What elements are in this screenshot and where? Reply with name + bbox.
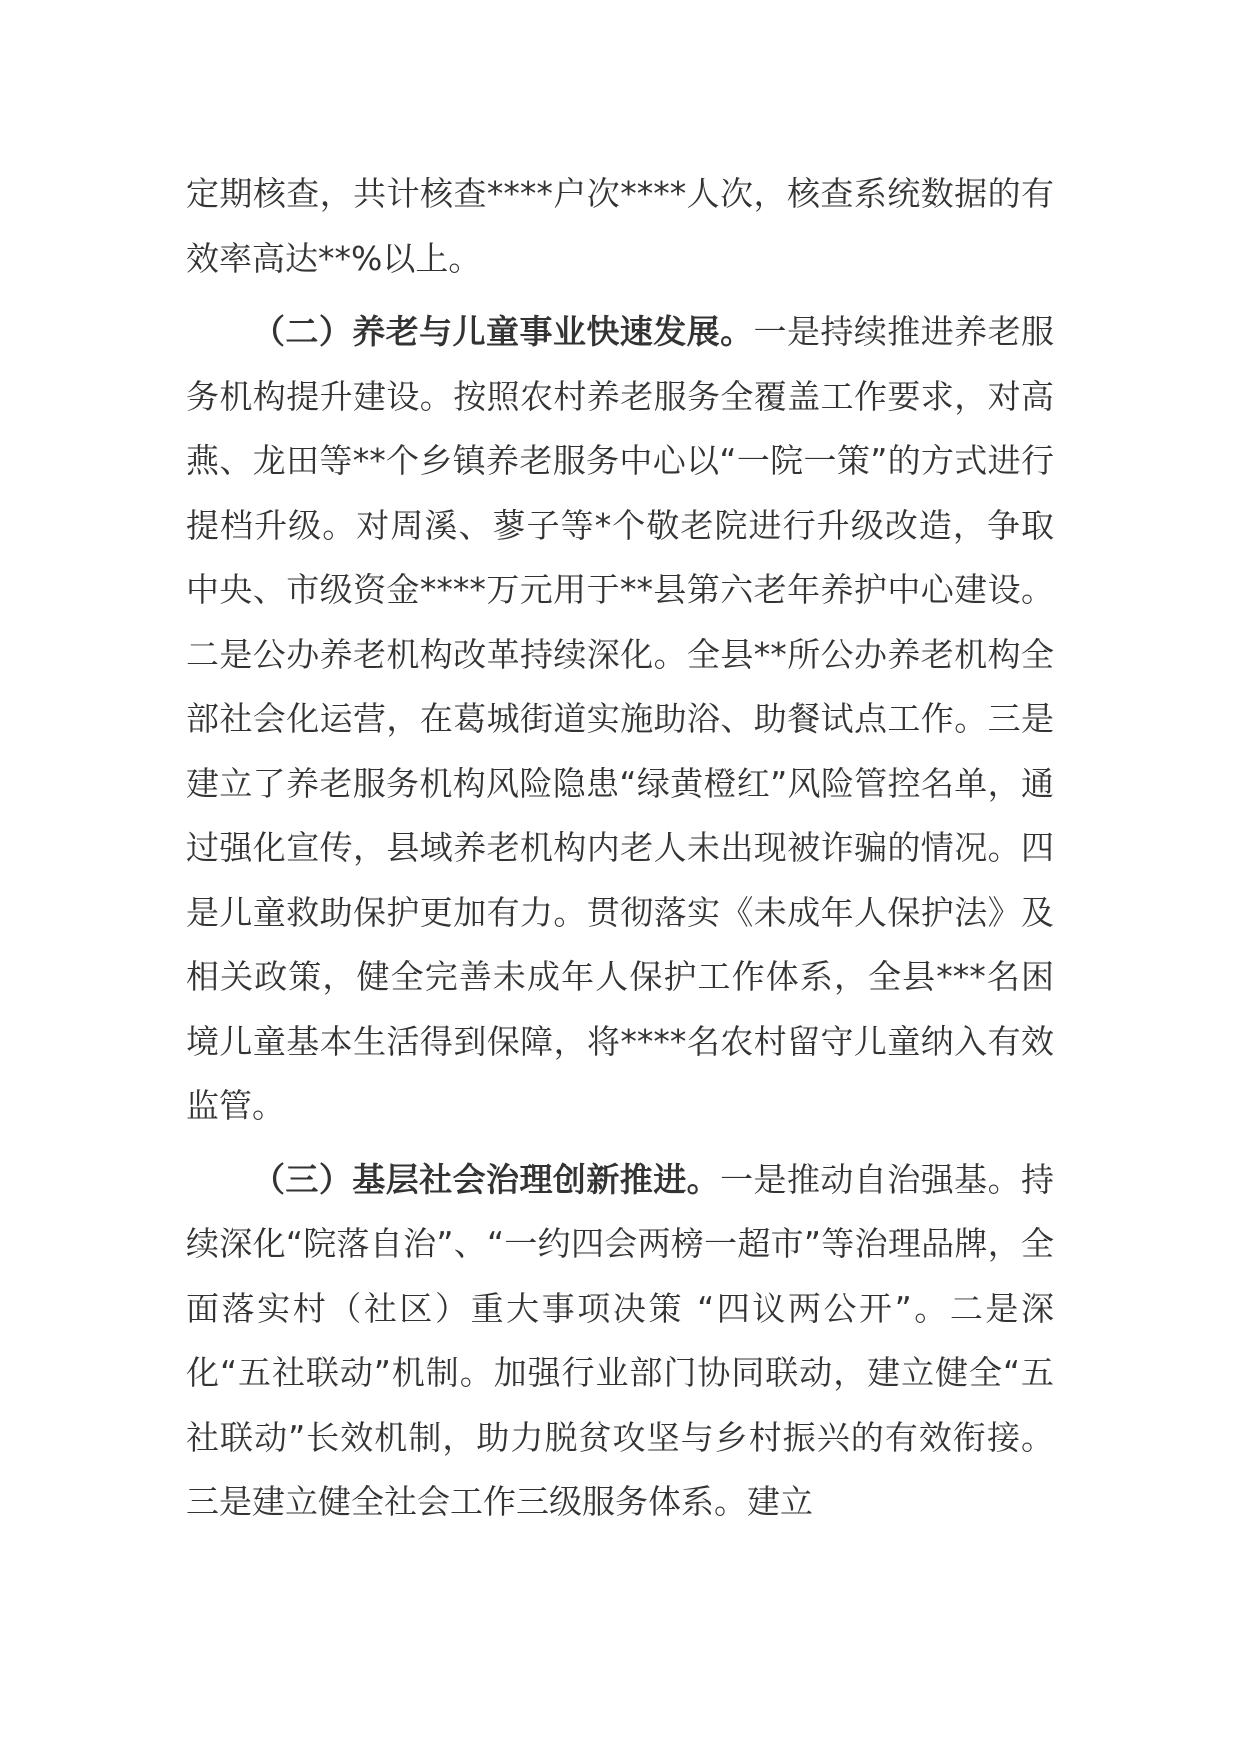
section-heading: （三）基层社会治理创新推进。: [252, 1159, 721, 1199]
paragraph-text: 定期核查，共计核查****户次****人次，核查系统数据的有效率高达**%以上。: [186, 174, 1054, 278]
section-heading: （二）养老与儿童事业快速发展。: [252, 312, 754, 351]
paragraph-text: 一是推动自治强基。持续深化“院落自治”、“一约四会两榜一超市”等治理品牌，全面落实村（社区）重大事项决策 “四议两公开”。二是深化“五社联动”机制。加强行业部门协同联动，建立健全“五社联动”长效机制，助力脱贫攻坚与乡村振兴的有效衔接。三是建立健全社会工作三级服务体系。建立: [186, 1159, 1055, 1521]
paragraph-text: 一是持续推进养老服务机构提升建设。按照农村养老服务全覆盖工作要求，对高燕、龙田等**个乡镇养老服务中心以“一院一策”的方式进行提档升级。对周溪、蓼子等*个敬老院进行升级改造，争取中央、市级资金****万元用于**县第六老年养护中心建设。二是公办养老机构改革持续深化。全县**所公办养老机构全部社会化运营，在葛城街道实施助浴、助餐试点工作。三是建立了养老服务机构风险隐患“绿黄橙红”风险管控名单，通过强化宣传，县域养老机构内老人未出现被诈骗的情况。四是儿童救助保护更加有力。贯彻落实《未成年人保护法》及相关政策，健全完善未成年人保护工作体系，全县***名困境儿童基本生活得到保障，将****名农村留守儿童纳入有效监管。: [186, 312, 1055, 1125]
body-paragraph: [186, 162, 1054, 291]
document-page: [186, 162, 1054, 1535]
section-paragraph-elderly-children: [186, 300, 1054, 1139]
section-paragraph-grassroots-governance: [186, 1148, 1054, 1535]
